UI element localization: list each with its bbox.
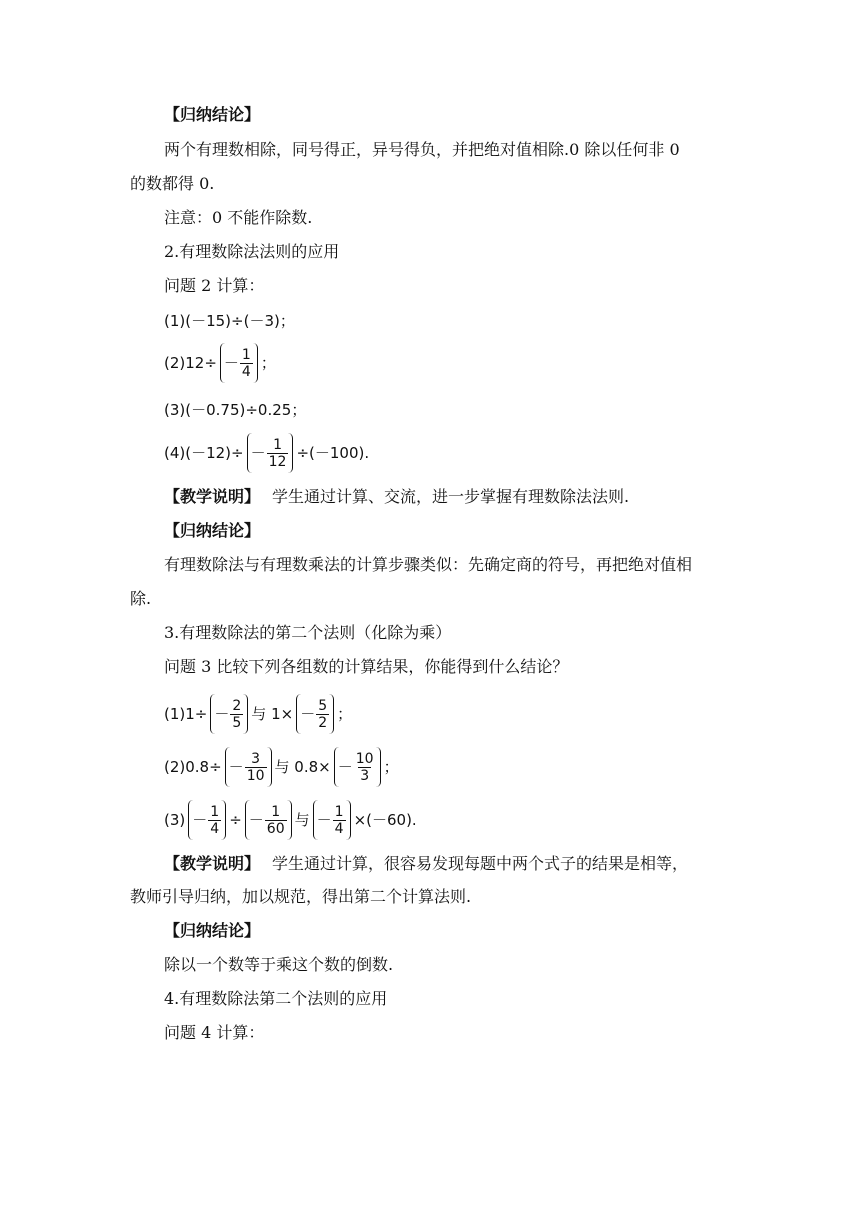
- denominator: 10: [246, 767, 265, 784]
- fraction: [267, 437, 289, 470]
- exercise-2-1: [164, 310, 295, 332]
- parenthesis: [247, 433, 294, 473]
- exercise-3-3: [164, 800, 417, 840]
- fraction: [333, 804, 346, 837]
- parenthesis: [296, 694, 334, 734]
- fraction: [208, 804, 221, 837]
- parenthesis: [225, 747, 272, 787]
- teaching-note-text: 学生通过计算、交流，进一步掌握有理数除法法则.: [272, 487, 630, 506]
- exercise-text: ；: [260, 354, 276, 372]
- numerator: 1: [334, 803, 344, 820]
- numerator: 5: [318, 697, 328, 714]
- exercise-text: (2)0.8÷: [164, 758, 222, 776]
- exercise-2-2: [164, 343, 276, 383]
- parenthesis: [334, 747, 381, 787]
- exercise-text: 与 1×: [251, 705, 294, 723]
- parenthesis: [313, 800, 351, 840]
- minus-sign: －: [223, 354, 239, 372]
- parenthesis: [245, 800, 292, 840]
- section-4-title: 4.有理数除法第二个法则的应用: [164, 989, 388, 1008]
- teaching-note-1: [164, 486, 629, 508]
- paragraph-rule-1-line-2: 的数都得 0.: [130, 174, 215, 193]
- exercise-2-4: [164, 433, 369, 473]
- teaching-note-2-line-2: 教师引导归纳，加以规范，得出第二个计算法则.: [130, 887, 472, 906]
- numerator: 10: [355, 750, 374, 767]
- exercise-text: ÷(－100).: [296, 444, 370, 462]
- parenthesis: [210, 694, 248, 734]
- minus-sign: －: [337, 758, 353, 776]
- numerator: 1: [271, 803, 281, 820]
- exercise-text: 与 0.8×: [274, 758, 331, 776]
- denominator: 4: [241, 363, 251, 380]
- exercise-text: 与: [294, 811, 310, 829]
- exercise-text: (3): [164, 811, 186, 829]
- minus-sign: －: [214, 705, 230, 723]
- parenthesis: [220, 343, 258, 383]
- division-sign: ÷: [229, 811, 242, 829]
- exercise-2-1-text: (1)(－15)÷(－3)；: [164, 312, 295, 330]
- denominator: 60: [266, 820, 285, 837]
- numerator: 3: [251, 750, 261, 767]
- denominator: 12: [268, 453, 287, 470]
- teaching-note-text: 学生通过计算，很容易发现每题中两个式子的结果是相等，: [272, 854, 689, 873]
- minus-sign: －: [300, 705, 316, 723]
- exercise-3-1: [164, 694, 352, 734]
- fraction: [245, 751, 267, 784]
- minus-sign: －: [248, 811, 264, 829]
- numerator: 2: [232, 697, 242, 714]
- note-zero-divisor: 注意：0 不能作除数.: [164, 208, 313, 227]
- exercise-text: ×(－60).: [353, 811, 417, 829]
- heading-conclusion-3: 【归纳结论】: [164, 921, 261, 940]
- heading-conclusion-2: 【归纳结论】: [164, 521, 261, 540]
- section-2-title: 2.有理数除法法则的应用: [164, 242, 340, 261]
- problem-2-prompt: 问题 2 计算：: [164, 276, 265, 295]
- problem-3-prompt: 问题 3 比较下列各组数的计算结果，你能得到什么结论？: [164, 657, 569, 676]
- fraction: [265, 804, 287, 837]
- heading-conclusion-1: 【归纳结论】: [164, 105, 261, 124]
- exercise-text: (4)(－12)÷: [164, 444, 244, 462]
- exercise-text: (1)1÷: [164, 705, 208, 723]
- exercise-2-3: [164, 399, 306, 421]
- minus-sign: －: [228, 758, 244, 776]
- fraction: [354, 751, 376, 784]
- problem-4-prompt: 问题 4 计算：: [164, 1023, 265, 1042]
- denominator: 2: [318, 714, 328, 731]
- minus-sign: －: [192, 811, 208, 829]
- denominator: 3: [360, 767, 370, 784]
- exercise-text: (2)12÷: [164, 354, 217, 372]
- paragraph-rule-2-line-2: 除.: [130, 589, 152, 608]
- minus-sign: －: [250, 444, 266, 462]
- teaching-note-label: 【教学说明】: [164, 487, 261, 506]
- numerator: 1: [210, 803, 220, 820]
- exercise-3-2: [164, 747, 399, 787]
- numerator: 1: [273, 436, 282, 453]
- exercise-2-3-text: (3)(－0.75)÷0.25；: [164, 401, 307, 419]
- exercise-text: ；: [337, 705, 353, 723]
- section-3-title: 3.有理数除法的第二个法则（化除为乘）: [164, 623, 452, 642]
- fraction: [240, 347, 253, 380]
- exercise-text: ；: [383, 758, 399, 776]
- fraction: [230, 698, 243, 731]
- teaching-note-2-line-1: [164, 853, 688, 875]
- paragraph-rule-1-line-1: 两个有理数相除，同号得正，异号得负，并把绝对值相除.0 除以任何非 0: [164, 140, 680, 159]
- fraction: [316, 698, 329, 731]
- paragraph-rule-3: 除以一个数等于乘这个数的倒数.: [164, 955, 394, 974]
- minus-sign: －: [316, 811, 332, 829]
- numerator: 1: [241, 346, 251, 363]
- denominator: 4: [210, 820, 220, 837]
- teaching-note-label: 【教学说明】: [164, 854, 261, 873]
- denominator: 4: [334, 820, 344, 837]
- denominator: 5: [232, 714, 242, 731]
- parenthesis: [188, 800, 226, 840]
- paragraph-rule-2-line-1: 有理数除法与有理数乘法的计算步骤类似：先确定商的符号，再把绝对值相: [164, 555, 693, 574]
